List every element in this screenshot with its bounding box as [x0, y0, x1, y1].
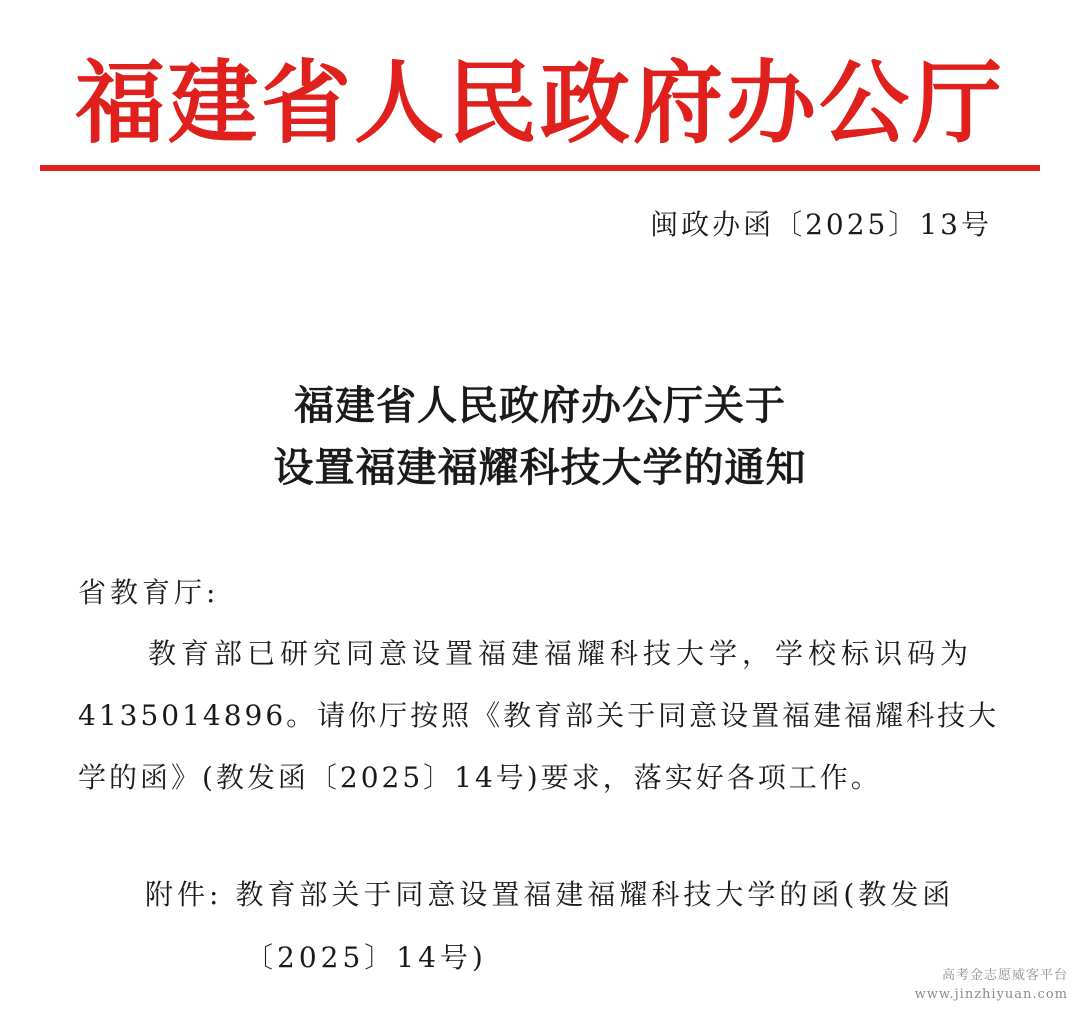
document-title-line-2: 设置福建福耀科技大学的通知 — [273, 444, 807, 491]
red-divider-rule — [40, 165, 1040, 171]
addressee: 省教育厅: — [78, 576, 220, 609]
watermark-line-2: www.jinzhiyuan.com — [914, 987, 1068, 1002]
attachment-line-1: 附件: 教育部关于同意设置福建福耀科技大学的函(教发函 — [145, 878, 955, 911]
body-paragraph-line-1: 教育部已研究同意设置福建福耀科技大学，学校标识码为 — [148, 637, 974, 670]
document-title-line-1: 福建省人民政府办公厅关于 — [294, 382, 786, 429]
watermark-line-1: 高考金志愿威客平台 — [941, 968, 1068, 983]
body-paragraph-line-2: 4135014896。请你厅按照《教育部关于同意设置福建福耀科技大 — [78, 699, 1000, 732]
document-number: 闽政办函〔2025〕13号 — [650, 208, 992, 241]
body-paragraph-line-3: 学的函》(教发函〔2025〕14号)要求，落实好各项工作。 — [78, 761, 882, 794]
masthead-title: 福建省人民政府办公厅 — [75, 50, 1005, 156]
attachment-line-2: 〔2025〕14号) — [245, 941, 487, 974]
